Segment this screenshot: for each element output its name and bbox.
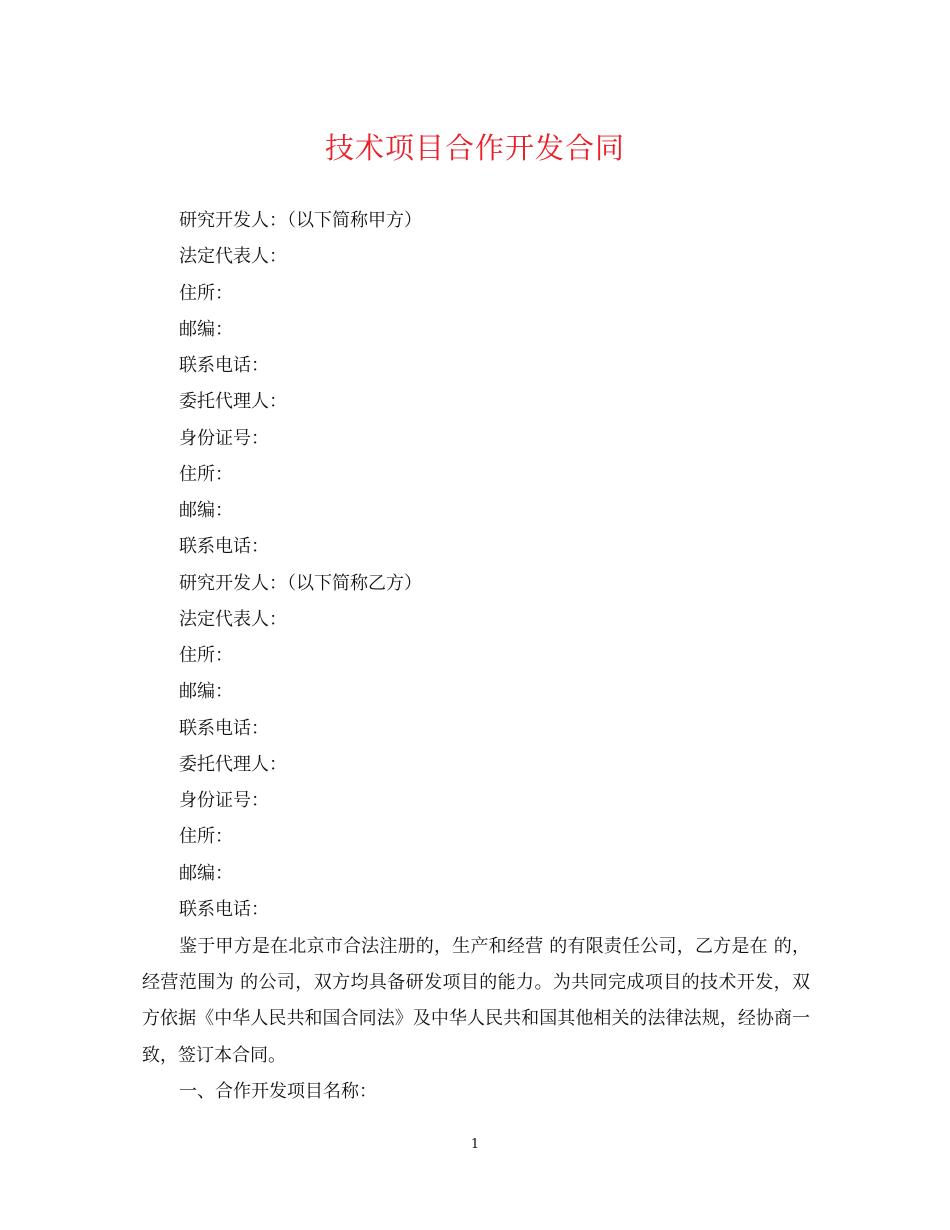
field-agent-address-b: 住所： — [179, 826, 233, 848]
field-researcher-b: 研究开发人：（以下简称乙方） — [179, 572, 422, 594]
field-agent-postcode-b: 邮编： — [179, 862, 233, 884]
section-heading: 一、合作开发项目名称： — [179, 1081, 377, 1102]
field-legal-rep-b: 法定代表人： — [179, 608, 287, 630]
field-agent-phone-a: 联系电话： — [179, 536, 269, 558]
document-title: 技术项目合作开发合同 — [324, 131, 625, 165]
field-agent-phone-b: 联系电话： — [179, 898, 269, 920]
field-legal-rep-a: 法定代表人： — [179, 246, 287, 268]
field-phone-b: 联系电话： — [179, 717, 269, 739]
page-number: 1 — [470, 1137, 480, 1152]
field-agent-b: 委托代理人： — [179, 753, 287, 775]
field-address-b: 住所： — [179, 645, 233, 666]
preamble-paragraph: 鉴于甲方是在北京市合法注册的，生产和经营 的有限责任公司，乙方是在 的，经营范围为 的公司，双方均具备研发项目的能力。为共同完成项目的技术开发，双方依据《中华人民共和国合同法》及中华人民共和国其他相关的法律法规，经协商一致，签订本合同。 — [142, 936, 810, 1066]
field-researcher-a: 研究开发人：（以下简称甲方） — [179, 210, 422, 231]
field-phone-a: 联系电话： — [179, 355, 269, 376]
party-info-fields — [179, 203, 819, 928]
field-id-number-b: 身份证号： — [179, 790, 269, 811]
field-agent-postcode-a: 邮编： — [179, 500, 233, 521]
field-agent-address-a: 住所： — [179, 463, 233, 485]
field-address-a: 住所： — [179, 282, 233, 304]
field-postcode-a: 邮编： — [179, 318, 233, 340]
field-agent-a: 委托代理人： — [179, 391, 287, 413]
field-postcode-b: 邮编： — [179, 681, 233, 703]
field-id-number-a: 身份证号： — [179, 427, 269, 449]
